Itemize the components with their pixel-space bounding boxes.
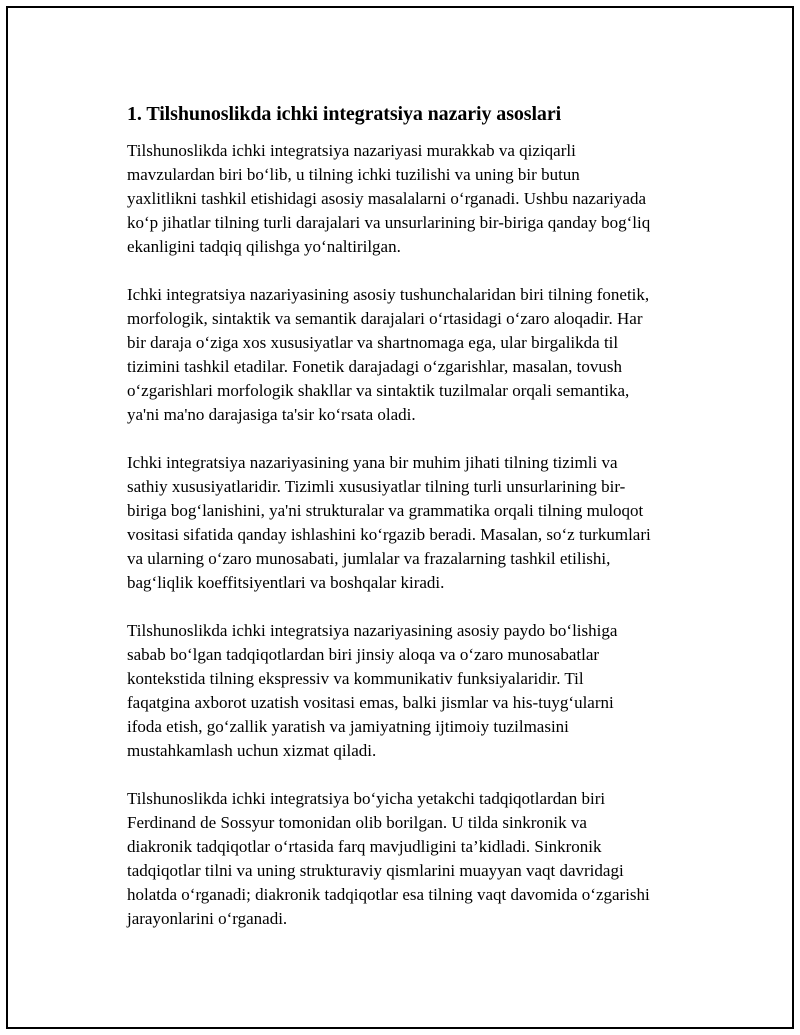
text-line: ifoda etish, go‘zallik yaratish va jamiyatning ijtimoiy tuzilmasini — [127, 717, 569, 736]
text-line: bag‘liqlik koeffitsiyentlari va boshqalar kiradi. — [127, 573, 445, 592]
text-line: faqatgina axborot uzatish vositasi emas, balki jismlar va his-tuyg‘ularni — [127, 693, 614, 712]
text-line: biriga bog‘lanishini, ya'ni strukturalar va grammatika orqali tilning muloqot — [127, 501, 644, 520]
text-line: kontekstida tilning ekspressiv va kommunikativ funksiyalaridir. Til — [127, 669, 584, 688]
text-line: ya'ni ma'no darajasiga ta'sir ko‘rsata oladi. — [127, 405, 416, 424]
text-line: tizimini tashkil etadilar. Fonetik darajadagi o‘zgarishlar, masalan, tovush — [127, 357, 623, 376]
text-line: Ferdinand de Sossyur tomonidan olib borilgan. U tilda sinkronik va — [127, 813, 587, 832]
paragraph-4 — [127, 619, 699, 763]
text-line: Tilshunoslikda ichki integratsiya nazariyasining asosiy paydo bo‘lishiga — [127, 621, 618, 640]
text-line: ekanligini tadqiq qilishga yo‘naltirilgan. — [127, 237, 401, 256]
text-line: va ularning o‘zaro munosabati, jumlalar va frazalarning tashkil etilishi, — [127, 549, 611, 568]
text-line: sathiy xususiyatlaridir. Tizimli xususiyatlar tilning turli unsurlarining bir- — [127, 477, 626, 496]
text-line: Ichki integratsiya nazariyasining asosiy tushunchalaridan biri tilning fonetik, — [127, 285, 650, 304]
text-line: Tilshunoslikda ichki integratsiya nazariyasi murakkab va qiziqarli — [127, 141, 576, 160]
text-line: jarayonlarini o‘rganadi. — [127, 909, 288, 928]
text-line: vositasi sifatida qanday ishlashini ko‘rgazib beradi. Masalan, so‘z turkumlari — [127, 525, 651, 544]
page-border — [6, 6, 794, 1029]
text-line: bir daraja o‘ziga xos xususiyatlar va shartnomaga ega, ular birgalikda til — [127, 333, 619, 352]
paragraph-1 — [127, 139, 699, 259]
text-line: mustahkamlash uchun xizmat qiladi. — [127, 741, 377, 760]
document-body — [127, 101, 699, 955]
document-title: 1. Tilshunoslikda ichki integratsiya nazariy asoslari — [127, 103, 562, 125]
text-line: morfologik, sintaktik va semantik darajalari o‘rtasidagi o‘zaro aloqadir. Har — [127, 309, 643, 328]
text-line: Tilshunoslikda ichki integratsiya bo‘yicha yetakchi tadqiqotlardan biri — [127, 789, 606, 808]
paragraph-3 — [127, 451, 699, 595]
text-line: ko‘p jihatlar tilning turli darajalari va unsurlarining bir-biriga qanday bog‘liq — [127, 213, 651, 232]
text-line: yaxlitlikni tashkil etishidagi asosiy masalalarni o‘rganadi. Ushbu nazariyada — [127, 189, 646, 208]
text-line: o‘zgarishlari morfologik shakllar va sintaktik tuzilmalar orqali semantika, — [127, 381, 630, 400]
paragraph-2 — [127, 283, 699, 427]
text-line: diakronik tadqiqotlar o‘rtasida farq mavjudligini ta’kidladi. Sinkronik — [127, 837, 602, 856]
text-line: holatda o‘rganadi; diakronik tadqiqotlar esa tilning vaqt davomida o‘zgarishi — [127, 885, 650, 904]
text-line: Ichki integratsiya nazariyasining yana bir muhim jihati tilning tizimli va — [127, 453, 618, 472]
text-line: mavzulardan biri bo‘lib, u tilning ichki tuzilishi va uning bir butun — [127, 165, 580, 184]
text-line: tadqiqotlar tilni va uning strukturaviy qismlarini muayyan vaqt davridagi — [127, 861, 624, 880]
text-line: sabab bo‘lgan tadqiqotlardan biri jinsiy aloqa va o‘zaro munosabatlar — [127, 645, 600, 664]
paragraph-5 — [127, 787, 699, 931]
